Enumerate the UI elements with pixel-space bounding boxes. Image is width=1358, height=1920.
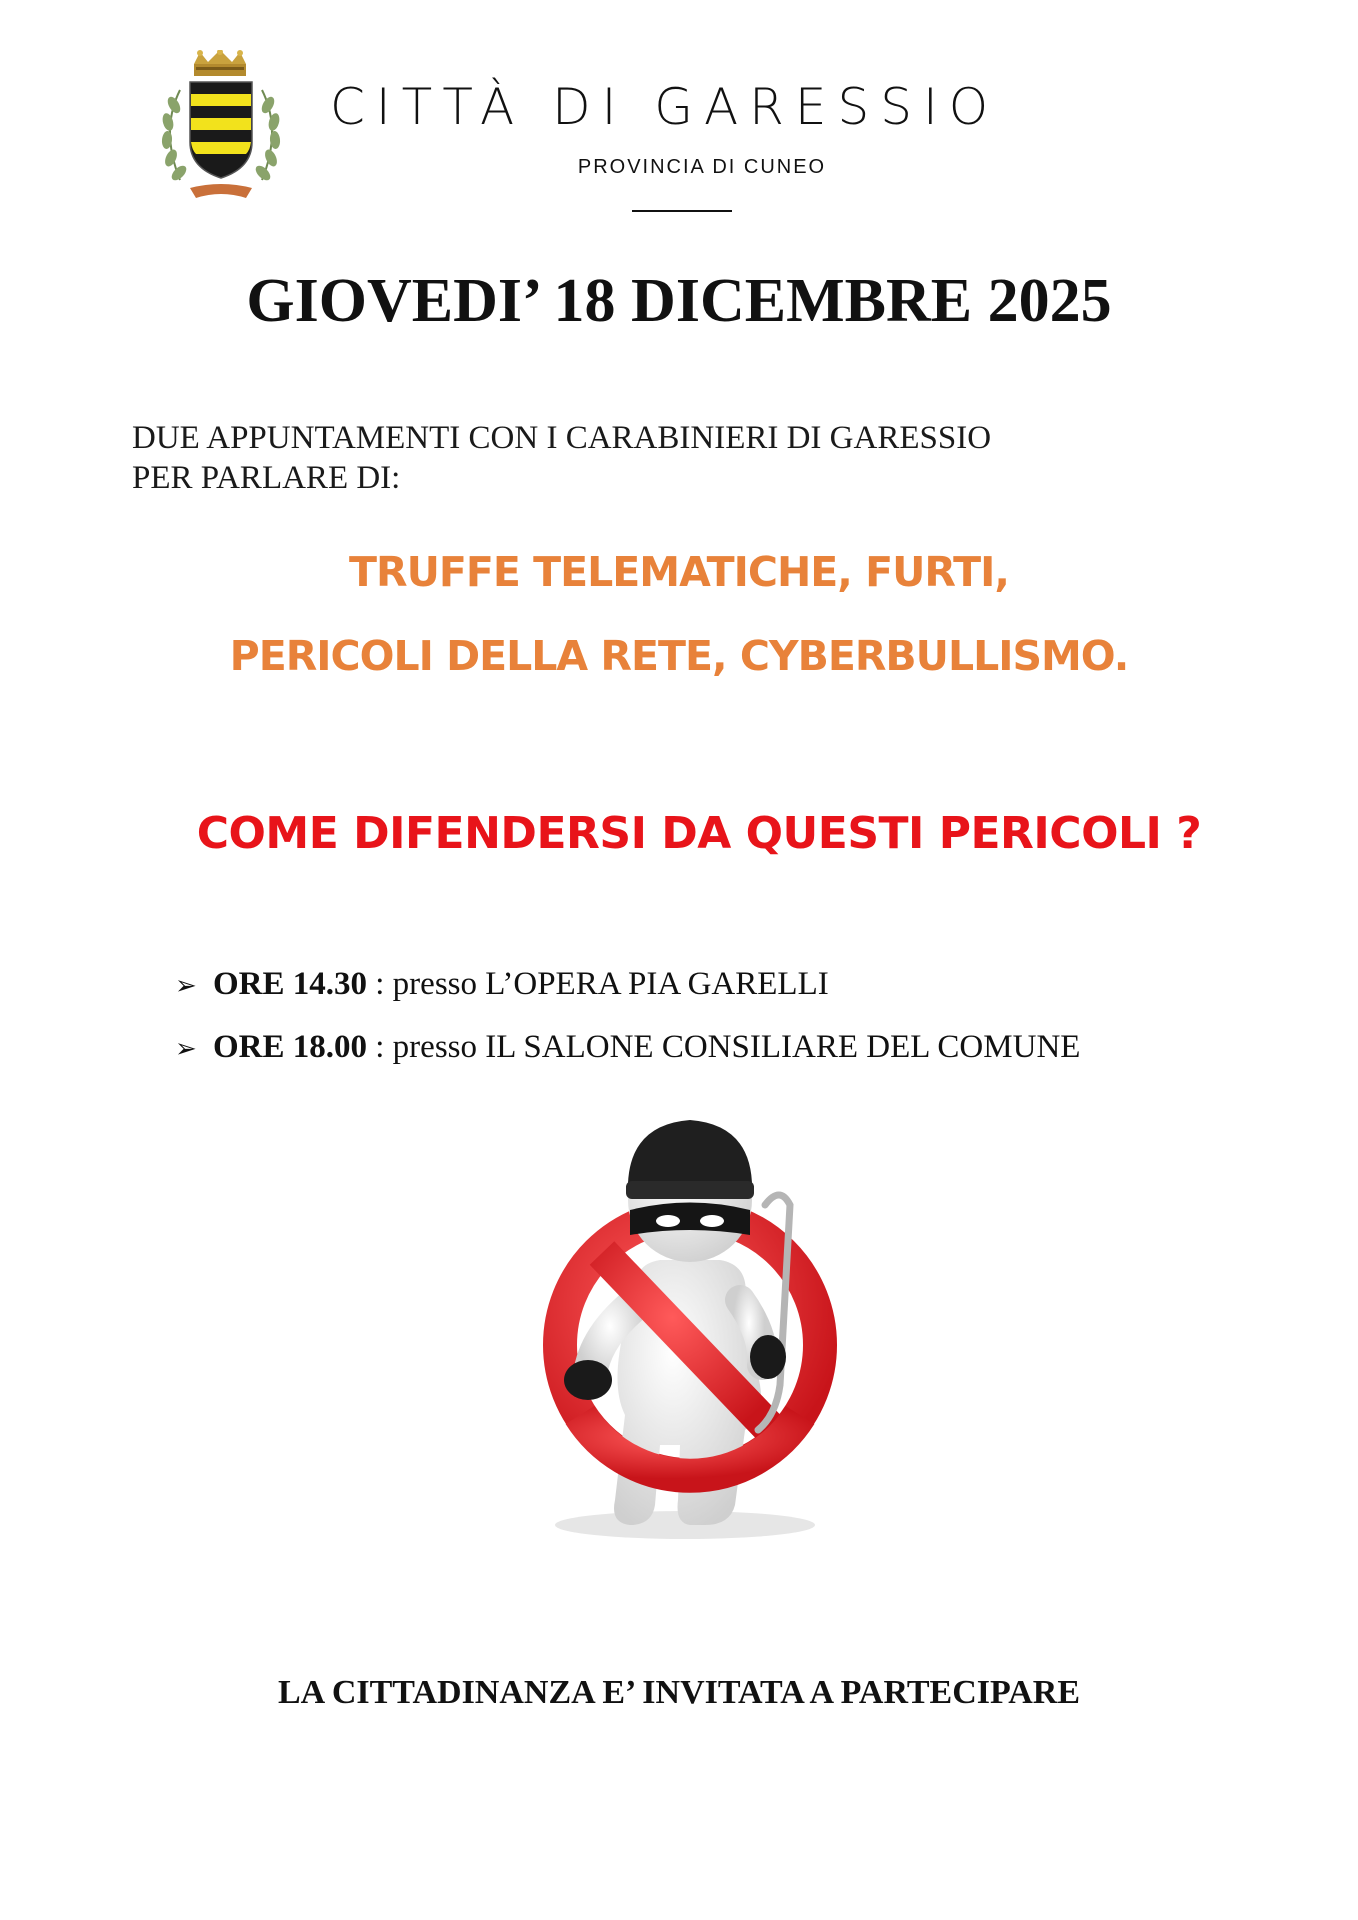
shield-icon: [190, 82, 252, 178]
crown-icon: [194, 50, 246, 76]
question-heading: COME DIFENDERSI DA QUESTI PERICOLI ?: [196, 808, 1202, 859]
schedule-place: : presso L’OPERA PIA GARELLI: [367, 966, 829, 1002]
intro-text: [132, 418, 1132, 498]
schedule-item: [175, 1031, 1275, 1064]
masked-thief-prohibition-icon: [340, 1085, 1040, 1545]
header-divider: [632, 210, 732, 212]
arrow-bullet-icon: ➢: [175, 971, 197, 1001]
coat-of-arms-icon: [150, 50, 292, 210]
schedule-time: ORE 18.00: [213, 1029, 368, 1065]
ribbon-icon: [190, 184, 252, 198]
event-date: GIOVEDI’ 18 DICEMBRE 2025: [246, 267, 1112, 335]
topics-line-1: TRUFFE TELEMATICHE, FURTI,: [349, 548, 1009, 596]
footer-invitation: LA CITTADINANZA E’ INVITATA A PARTECIPARE: [277, 1674, 1081, 1711]
schedule-time: ORE 14.30: [213, 966, 368, 1002]
schedule-item: [175, 968, 1275, 1001]
city-title: CITTÀ DI GARESSIO: [330, 78, 1000, 136]
intro-line-1: DUE APPUNTAMENTI CON I CARABINIERI DI GARESSIO: [132, 420, 992, 456]
schedule-place: : presso IL SALONE CONSILIARE DEL COMUNE: [367, 1029, 1081, 1065]
arrow-bullet-icon: ➢: [175, 1034, 197, 1064]
topics-line-2: PERICOLI DELLA RETE, CYBERBULLISMO.: [229, 632, 1129, 680]
province-subtitle: PROVINCIA DI CUNEO: [577, 156, 827, 178]
intro-line-2: PER PARLARE DI:: [132, 460, 401, 496]
